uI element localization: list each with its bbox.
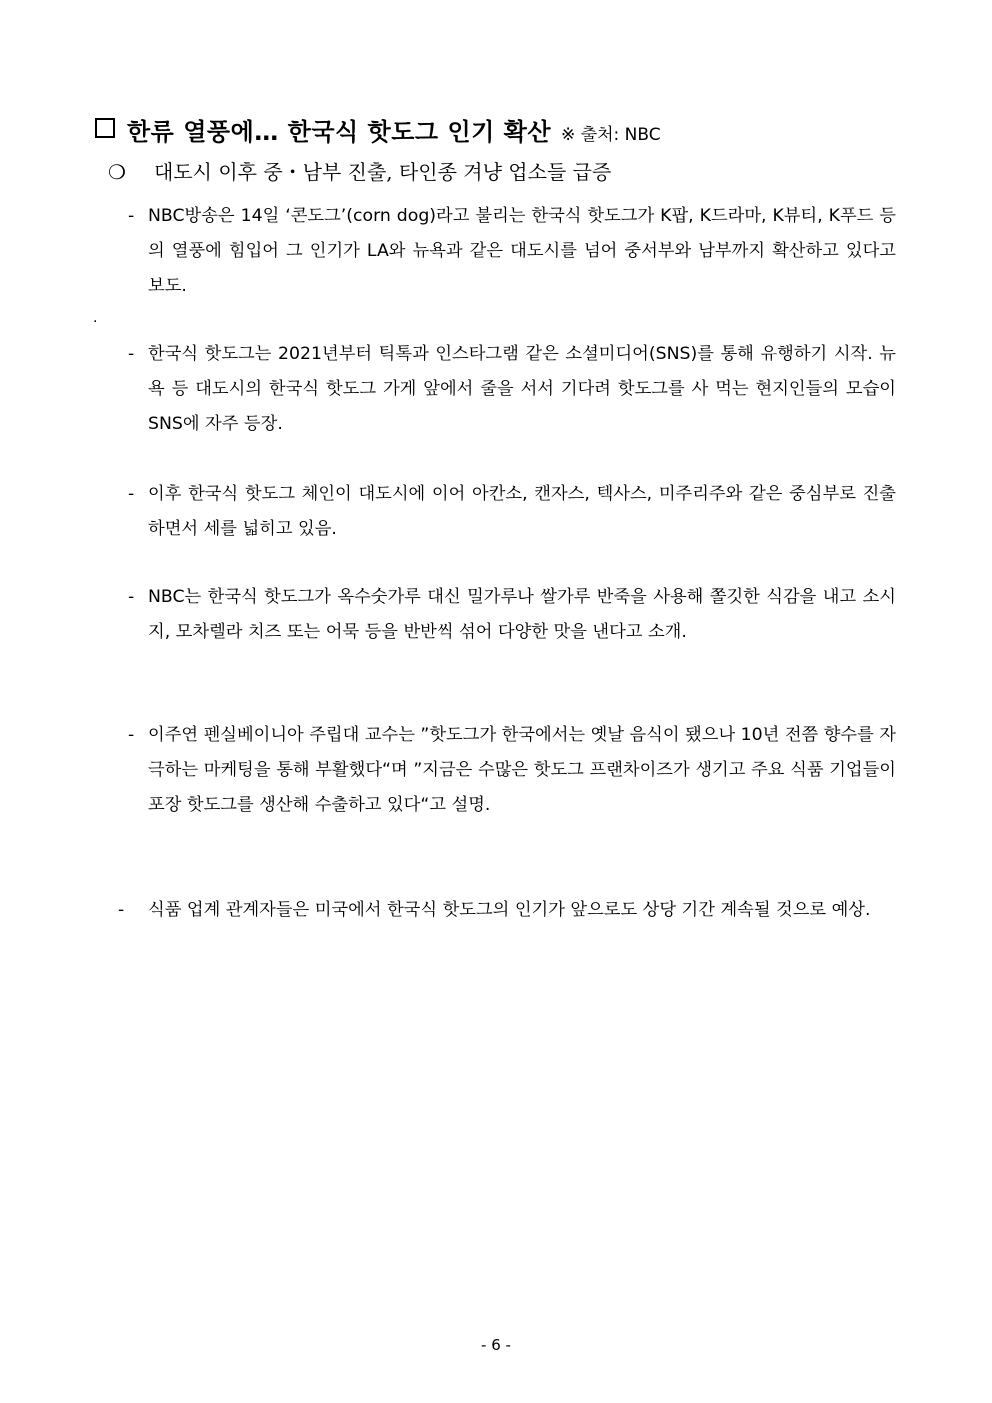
list-item — [122, 337, 896, 442]
section-heading — [95, 112, 895, 147]
dash-bullet: - — [128, 206, 135, 226]
list-item-text: NBC는 한국식 핫도그가 옥수숫가루 대신 밀가루나 쌀가루 반죽을 사용해 쫄깃한 식감을 내고 소시지, 모차렐라 치즈 또는 어묵 등을 반반씩 섞어 다양한 맛을 낸다고 소개. — [148, 587, 896, 642]
section-title: 한류 열풍에… 한국식 핫도그 인기 확산 — [127, 118, 552, 146]
dash-bullet: - — [128, 484, 135, 504]
list-item-text: 이후 한국식 핫도그 체인이 대도시에 이어 아칸소, 캔자스, 텍사스, 미주리주와 같은 중심부로 진출하면서 세를 넓히고 있음. — [148, 484, 896, 539]
dash-bullet: - — [118, 900, 125, 920]
dash-bullet: - — [128, 344, 135, 364]
source-note: ※ 출처: NBC — [561, 125, 661, 145]
list-item-text: 한국식 핫도그는 2021년부터 틱톡과 인스타그램 같은 소셜미디어(SNS)를 통해 유행하기 시작. 뉴욕 등 대도시의 한국식 핫도그 가게 앞에서 줄을 서서 기다려 핫도그를 사 먹는 현지인들의 모습이 SNS에 자주 등장. — [148, 344, 896, 434]
list-item — [122, 718, 896, 823]
list-item — [112, 893, 896, 928]
subheading-text: 대도시 이후 중・남부 진출, 타인종 겨냥 업소들 급증 — [154, 160, 612, 184]
dash-bullet: - — [128, 587, 135, 607]
subheading — [108, 156, 898, 185]
list-item — [122, 477, 896, 547]
page-number: - 6 - — [481, 1336, 511, 1354]
list-item — [122, 580, 896, 650]
checkbox-square-icon — [95, 118, 115, 138]
list-item-text: 식품 업계 관계자들은 미국에서 한국식 핫도그의 인기가 앞으로도 상당 기간 계속될 것으로 예상. — [148, 900, 871, 920]
dash-bullet: - — [128, 725, 135, 745]
list-item-text: 이주연 펜실베이니아 주립대 교수는 ”핫도그가 한국에서는 옛날 음식이 됐으나 10년 전쯤 향수를 자극하는 마케팅을 통해 부활했다“며 ”지금은 수많은 핫도그 프랜차이즈가 생기고 주요 식품 기업들이 포장 핫도그를 생산해 수출하고 있다“고 설명. — [148, 725, 896, 815]
circle-bullet-icon: ❍ — [108, 160, 126, 184]
list-item-text: NBC방송은 14일 ‘콘도그’(corn dog)라고 불리는 한국식 핫도그가 K팝, K드라마, K뷰티, K푸드 등의 열풍에 힘입어 그 인기가 LA와 뉴욕과 같은 대도시를 넘어 중서부와 남부까지 확산하고 있다고 보도. — [148, 206, 896, 296]
stray-mark: . — [93, 310, 98, 326]
list-item — [122, 199, 896, 304]
